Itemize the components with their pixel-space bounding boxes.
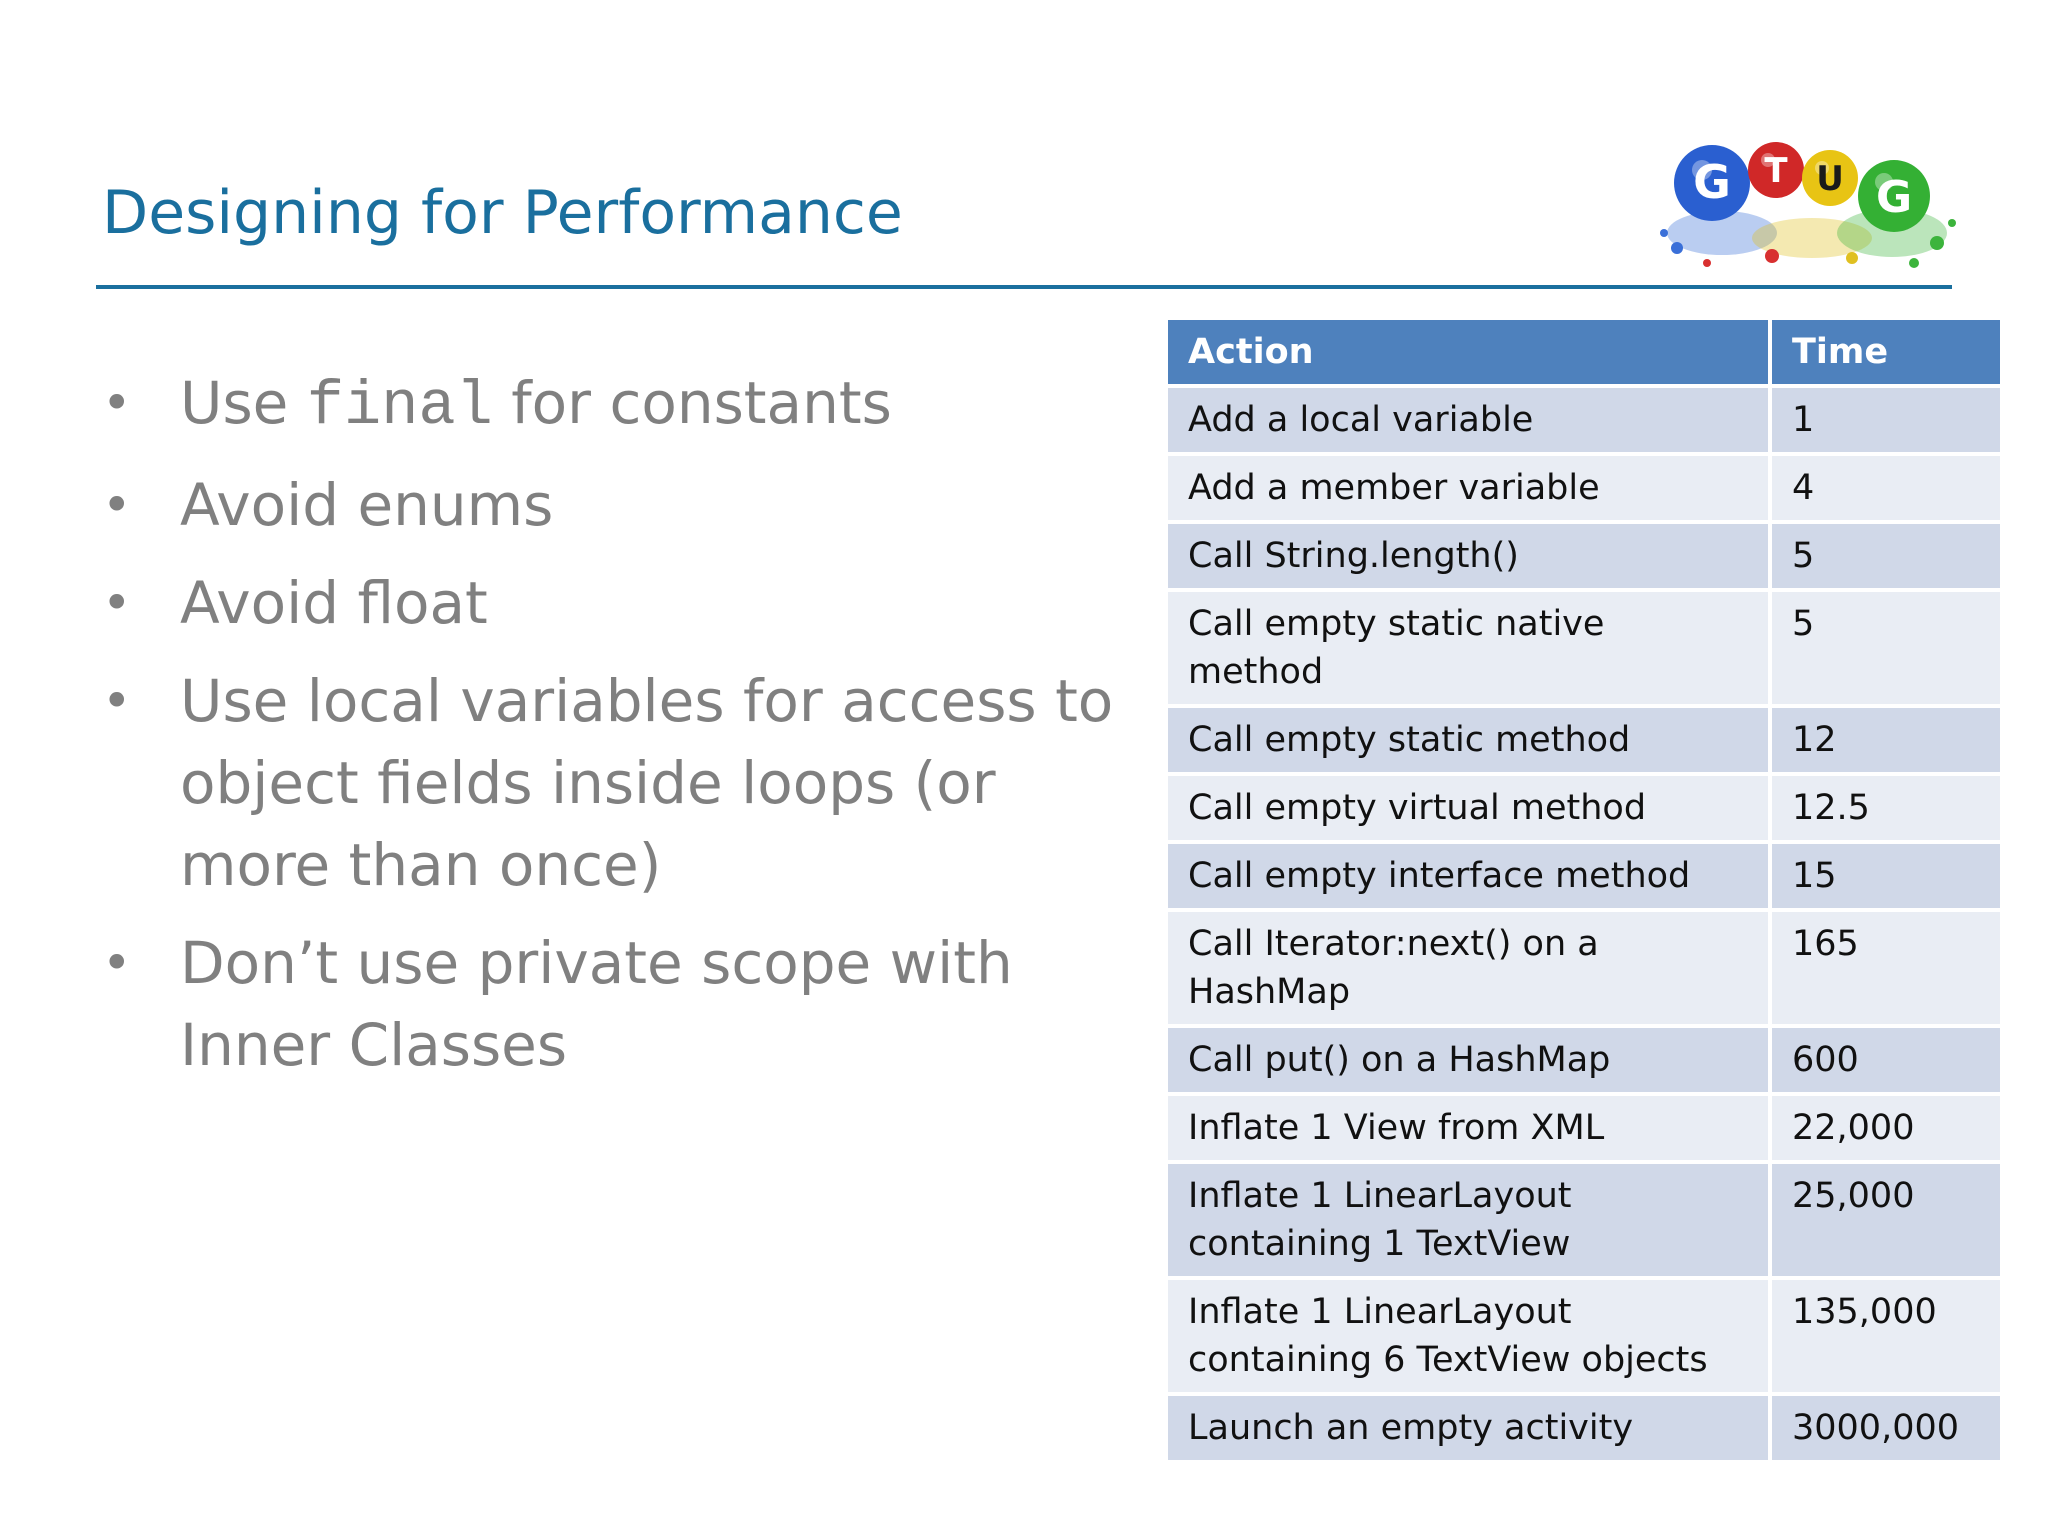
bullet-item: [96, 562, 1146, 644]
table-row: [1168, 1280, 2000, 1396]
bullet-text: Use: [180, 369, 307, 437]
bullet-dot-icon: •: [102, 934, 132, 992]
bullet-list: [96, 362, 1146, 1102]
bullet-item: [96, 362, 1146, 448]
svg-text:G: G: [1693, 155, 1731, 209]
bullet-text: for constants: [492, 369, 892, 437]
bullet-dot-icon: •: [102, 672, 132, 730]
slide-title: Designing for Performance: [102, 178, 903, 248]
table-row: [1168, 388, 2000, 456]
time-cell: 22,000: [1772, 1096, 2000, 1164]
time-cell: 12.5: [1772, 776, 2000, 844]
table-row: [1168, 776, 2000, 844]
bullet-text: Avoid enums: [180, 471, 554, 539]
action-cell: Call empty static method: [1168, 708, 1772, 776]
bullet-dot-icon: •: [102, 476, 132, 534]
column-header-time: Time: [1772, 320, 2000, 388]
column-header-action: Action: [1168, 320, 1772, 388]
time-cell: 15: [1772, 844, 2000, 912]
bullet-dot-icon: •: [102, 374, 132, 432]
action-cell: Call String.length(): [1168, 524, 1772, 592]
table-row: [1168, 456, 2000, 524]
time-cell: 1: [1772, 388, 2000, 456]
time-cell: 5: [1772, 592, 2000, 708]
table-row: [1168, 1164, 2000, 1280]
table-row: [1168, 1028, 2000, 1096]
title-divider: [96, 285, 1952, 289]
time-cell: 12: [1772, 708, 2000, 776]
bullet-item: [96, 464, 1146, 546]
bullet-text: Use local variables for access to object fields inside loops (or more than once): [180, 667, 1114, 899]
action-cell: Call empty virtual method: [1168, 776, 1772, 844]
action-cell: Call empty static native method: [1168, 592, 1772, 708]
svg-text:T: T: [1764, 151, 1788, 191]
bullet-code: final: [306, 371, 493, 442]
performance-table: [1168, 320, 2000, 1464]
bullet-text: Avoid float: [180, 569, 488, 637]
table-row: [1168, 1396, 2000, 1464]
action-cell: Call empty interface method: [1168, 844, 1772, 912]
action-cell: Add a local variable: [1168, 388, 1772, 456]
action-cell: Add a member variable: [1168, 456, 1772, 524]
time-cell: 25,000: [1772, 1164, 2000, 1280]
action-cell: Launch an empty activity: [1168, 1396, 1772, 1464]
table-header-row: [1168, 320, 2000, 388]
action-cell: Inflate 1 LinearLayout containing 6 TextView objects: [1168, 1280, 1772, 1396]
bullet-item: [96, 922, 1146, 1086]
time-cell: 165: [1772, 912, 2000, 1028]
svg-text:U: U: [1816, 159, 1844, 199]
table-row: [1168, 912, 2000, 1028]
action-cell: Call put() on a HashMap: [1168, 1028, 1772, 1096]
time-cell: 4: [1772, 456, 2000, 524]
table-row: [1168, 1096, 2000, 1164]
table-row: [1168, 524, 2000, 592]
time-cell: 5: [1772, 524, 2000, 592]
action-cell: Call Iterator:next() on a HashMap: [1168, 912, 1772, 1028]
bullet-dot-icon: •: [102, 574, 132, 632]
table-row: [1168, 844, 2000, 912]
bullet-text: Don’t use private scope with Inner Classes: [180, 929, 1013, 1079]
action-cell: Inflate 1 View from XML: [1168, 1096, 1772, 1164]
time-cell: 3000,000: [1772, 1396, 2000, 1464]
table-row: [1168, 592, 2000, 708]
bullet-item: [96, 660, 1146, 906]
time-cell: 135,000: [1772, 1280, 2000, 1396]
svg-text:G: G: [1875, 172, 1913, 223]
table-row: [1168, 708, 2000, 776]
time-cell: 600: [1772, 1028, 2000, 1096]
gtug-logo: [1652, 138, 1962, 278]
action-cell: Inflate 1 LinearLayout containing 1 TextView: [1168, 1164, 1772, 1280]
